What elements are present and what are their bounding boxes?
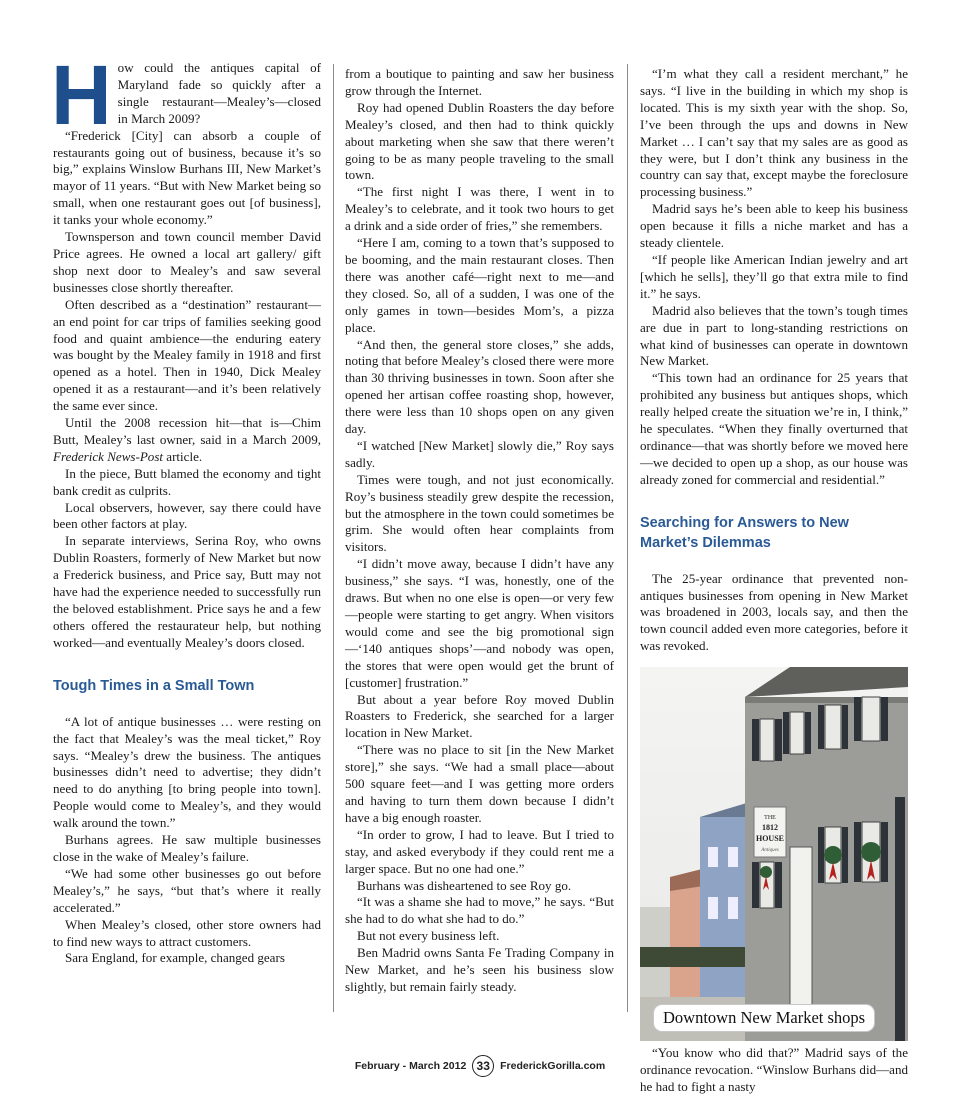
sign-text: THE [764,815,776,821]
paragraph-text: Until the 2008 recession hit—that is—Chim Butt, Mealey’s last owner, said in a March 2009, [53,415,321,447]
paragraph: “If people like American Indian jewelry and art [which he sells], they’ll go that extra mile to find it.” he says. [640,251,908,301]
paragraph: Madrid also believes that the town’s tough times are due in part to long-standing restrictions on what kind of businesses can operate in downtown New Market. [640,302,908,369]
section-heading: Searching for Answers to New Market’s Dilemmas [640,514,849,551]
drop-cap: H [51,48,112,142]
section-heading: Tough Times in a Small Town [53,677,255,694]
paragraph: “And then, the general store closes,” she adds, noting that before Mealey’s closed there were more than 30 thriving businesses in town. Soon after she opened her artisan coffee roasting shop, however, there were less than 10 shops open on any given day. [345,336,614,437]
paragraph: “Frederick [City] can absorb a couple of restaurants going out of business, because it’s so big,” explains Winslow Burhans III, New Market’s mayor of 11 years. “But with New Market being so small, when one restaurant goes out [of business], it tanks your whole economy.” [53,127,321,228]
sign-text: 1812 [762,823,778,832]
paragraph: Times were tough, and not just economically. Roy’s business steadily grew despite the recession, but the atmosphere in the town could sometimes be grim. She would often hear complaints from visitors. [345,471,614,555]
paragraph: “The first night I was there, I went in to Mealey’s to celebrate, and it took two hours to get a drink and a side order of fries,” she remembers. [345,184,614,234]
photo-caption: Downtown New Market shops [653,1004,875,1032]
paragraph: “This town had an ordinance for 25 years that prohibited any business but antiques shops, which really helped create the situation we’re in, I think,” he speculates. “When they finally overturned that ordinance—that was shortly before we moved here—we decided to open up a shop, as our house was already zoned for commercial and residential.” [640,370,908,487]
paragraph: When Mealey’s closed, other store owners had to find new ways to attract customers. [53,916,321,949]
paragraph: “Here I am, coming to a town that’s supposed to be booming, and the main restaurant closes. Then there was another café—right next to me—and they closed. So, all of a sudden, I was one of the only games in town—besides Mom’s, a pizza place. [345,235,614,335]
paragraph: “It was a shame she had to move,” he says. “But she had to do what she had to do.” [345,894,614,927]
website-name: FrederickGorilla.com [500,1060,606,1072]
sign-text: Antiques [761,848,779,853]
issue-date: February - March 2012 [354,1060,467,1072]
paragraph: “I’m what they call a resident merchant,” he says. “I live in the building in which my shop is located. This is my sixth year with the shop. So, I’ve been through the ups and downs in New Market … I can’t say that my sales are as good as they were, but I don’t think any business in the country can say that, except maybe the foreclosure processing business.” [640,66,908,200]
lead-paragraph [51,48,321,142]
article-column-2 [345,66,614,996]
street-photo [640,667,908,1041]
paragraph: Local observers, however, say there could have been other factors at play. [53,499,321,532]
paragraph: Ben Madrid owns Santa Fe Trading Company in New Market, and he’s seen his business slow slightly, but remain fairly steady. [345,945,614,994]
page-footer [0,1055,960,1077]
paragraph: In separate interviews, Serina Roy, who owns Dublin Roasters, formerly of New Market but now a Frederick business, and Price say, Butt may not have had the experience needed to successfully run the beloved establishment. Price says he and a few others offered the restaurateur help, but nothing worked—and eventually Mealey’s doors closed. [53,533,321,650]
paragraph: The 25-year ordinance that prevented non-antiques businesses from opening in New Market was broadened in 2003, locals say, and then the town council added even more categories, before it was revoked. [640,570,908,654]
column-divider [627,64,628,1012]
paragraph: “A lot of antique businesses … were resting on the fact that Mealey’s was the meal ticket,” Roy says. “Mealey’s drew the business. The antiques businesses didn’t need to advertise; they didn’t need to do anything [to bring people into town]. People would come to Mealey’s, and they would walk around the town.” [53,713,321,831]
page-number: 33 [472,1055,494,1077]
paragraph: from a boutique to painting and saw her business grow through the Internet. [345,66,614,98]
paragraph: Madrid says he’s been able to keep his business open because it fills a niche market and has a steady clientele. [640,201,908,251]
paragraph: “You know who did that?” Madrid says of the ordinance revocation. “Winslow Burhans did—and he had to fight a nasty [640,1045,908,1094]
paragraph: “There was no place to sit [in the New Market store],” she says. “We had a small place—about 500 square feet—and I was getting more orders and having to turn them down because I didn’t have a big enough roaster. [345,742,614,825]
paragraph-text: article. [163,448,203,464]
paragraph: Often described as a “destination” restaurant—an end point for car trips of families seeking good food and quaint ambience—the enduring eatery was bought by the Mealey family in 1918 and first opened as a hotel. Then in 1940, Dick Mealey opened it as a restaurant—and it’s been relatively the same ever since. [53,296,321,414]
paragraph: In the piece, Butt blamed the economy and tight bank credit as culprits. [53,465,321,498]
paragraph: “I watched [New Market] slowly die,” Roy says sadly. [345,437,614,470]
paragraph: “I didn’t move away, because I didn’t have any business,” she says. “I was, honestly, one of the draws. But when no one else is open—or very few—people were starting to get angry. When visitors would come and see the big promotional sign—‘140 antiques shops’—and nobody was open, the stores that were open would get the brunt of [customer] frustration.” [345,556,614,690]
paragraph: Sara England, for example, changed gears [65,950,285,966]
publication-name: Frederick News-Post [53,448,164,464]
article-column-1 [51,48,321,967]
sign-text: HOUSE [755,834,785,843]
paragraph: Burhans was disheartened to see Roy go. [357,877,572,893]
paragraph: But not every business left. [357,928,500,944]
paragraph: Townsperson and town council member David Price agrees. He owned a local art gallery/ gift shop next door to Mealey’s and saw several businesses close shortly thereafter. [53,229,321,295]
street-scene-illustration [640,667,908,1041]
paragraph: But about a year before Roy moved Dublin Roasters to Frederick, she searched for a larger location in New Market. [345,691,614,741]
paragraph: Roy had opened Dublin Roasters the day before Mealey’s closed, and then had to think quickly about marketing when she saw that there weren’t going to be as many people traveling to the small town. [345,99,614,183]
paragraph: Burhans agrees. He saw multiple businesses close in the wake of Mealey’s failure. [53,832,321,864]
lead-text: ow could the antiques capital of Maryland fade so quickly after a single restaurant—Mealey’s—closed in March 2009? [117,60,321,126]
paragraph: “In order to grow, I had to leave. But I tried to stay, and asked everybody if they could rent me a larger space. But no one had one.” [345,826,614,876]
column-divider [333,64,334,1012]
paragraph: “We had some other businesses go out before Mealey’s,” he says, “but that’s where it really accelerated.” [53,865,321,915]
paragraph [53,415,321,466]
